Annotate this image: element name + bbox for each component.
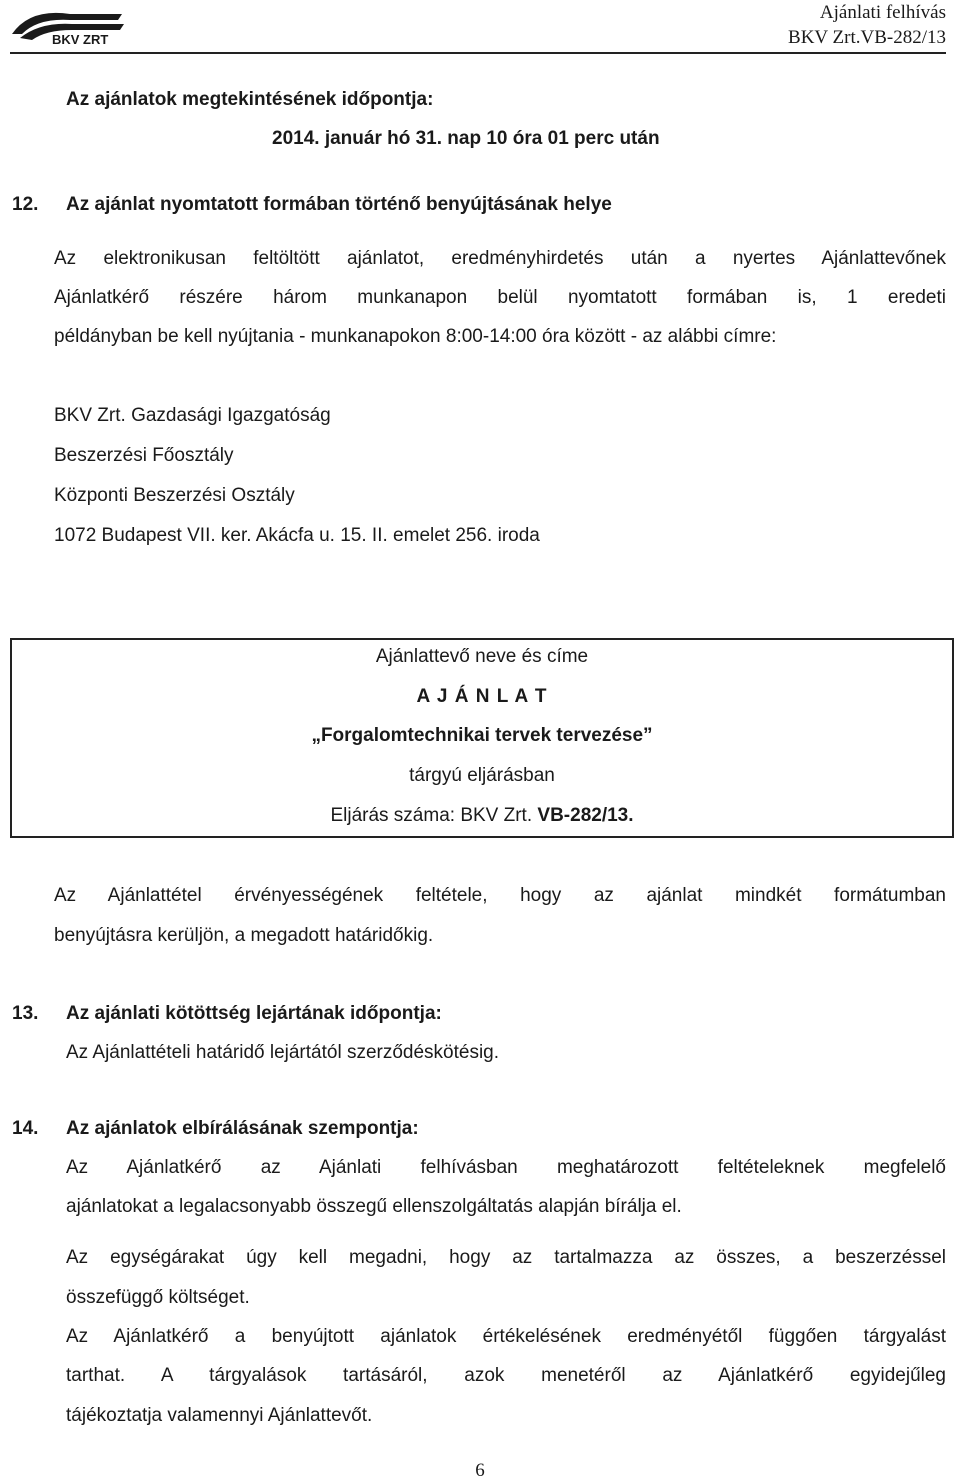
document-type: Ajánlati felhívás [819, 2, 946, 23]
section-14-paragraph-line: Az egységárakat úgy kell megadni, hogy az tartalmazza az összes, a beszerzéssel [66, 1247, 946, 1268]
section-12-line: példányban be kell nyújtania - munkanapokon 8:00-14:00 óra között - az alábbi címre: [54, 326, 777, 347]
section-13-title: Az ajánlati kötöttség lejártának időpontja: [66, 1003, 442, 1024]
bkv-logo [10, 4, 128, 46]
viewing-title: Az ajánlatok megtekintésének időpontja: [66, 89, 434, 110]
offer-box-heading: A J Á N L A T [416, 686, 548, 707]
validity-note-line: Az Ajánlattétel érvényességének feltétele, hogy az ajánlat mindkét formátumban [54, 885, 946, 906]
address-line: Beszerzési Főosztály [54, 445, 234, 466]
procedure-number-prefix: Eljárás száma: BKV Zrt. [330, 805, 533, 826]
section-12-line: Ajánlatkérő részére három munkanapon belül nyomtatott formában is, 1 eredeti [54, 287, 946, 308]
document-reference: BKV Zrt.VB-282/13 [788, 27, 946, 48]
procedure-number-ref: VB-282/13. [537, 805, 634, 826]
section-13-number: 13. [12, 1003, 39, 1024]
address-line: 1072 Budapest VII. ker. Akácfa u. 15. II. emelet 256. iroda [54, 525, 540, 546]
section-14-paragraph-line: összefüggő költséget. [66, 1287, 250, 1308]
viewing-date: 2014. január hó 31. nap 10 óra 01 perc után [272, 128, 660, 149]
section-14-title: Az ajánlatok elbírálásának szempontja: [66, 1118, 419, 1139]
section-14-paragraph-line: tájékoztatja valamennyi Ajánlattevőt. [66, 1405, 373, 1426]
section-12-number: 12. [12, 194, 39, 215]
section-14-paragraph-line: ajánlatokat a legalacsonyabb összegű ellenszolgáltatás alapján bírálja el. [66, 1196, 682, 1217]
section-14-paragraph-line: Az Ajánlatkérő az Ajánlati felhívásban meghatározott feltételeknek megfelelő [66, 1157, 946, 1178]
section-14-paragraph-line: tarthat. A tárgyalások tartásáról, azok menetéről az Ajánlatkérő egyidejűleg [66, 1365, 946, 1386]
offer-box-procedure-number [12, 804, 952, 827]
validity-note-line: benyújtásra kerüljön, a megadott határidőkig. [54, 925, 434, 946]
section-12-title: Az ajánlat nyomtatott formában történő benyújtásának helye [66, 194, 612, 215]
header-meta [788, 0, 946, 50]
offer-box [10, 638, 954, 838]
header-rule [10, 52, 946, 54]
page-number: 6 [475, 1460, 485, 1481]
section-13-text: Az Ajánlattételi határidő lejártától szerződéskötésig. [66, 1042, 500, 1063]
address-line: Központi Beszerzési Osztály [54, 485, 295, 506]
section-14-paragraph-line: Az Ajánlatkérő a benyújtott ajánlatok értékelésének eredményétől függően tárgyalást [66, 1326, 946, 1347]
section-14-number: 14. [12, 1118, 39, 1139]
logo-text: BKV ZRT [52, 32, 109, 46]
offer-box-name-line: Ajánlattevő neve és címe [375, 646, 589, 667]
offer-box-subject: „Forgalomtechnikai tervek tervezése” [311, 725, 653, 746]
address-line: BKV Zrt. Gazdasági Igazgatóság [54, 405, 331, 426]
offer-box-procedure-line: tárgyú eljárásban [409, 765, 555, 786]
section-12-line: Az elektronikusan feltöltött ajánlatot, eredményhirdetés után a nyertes Ajánlattevőnek [54, 248, 946, 269]
